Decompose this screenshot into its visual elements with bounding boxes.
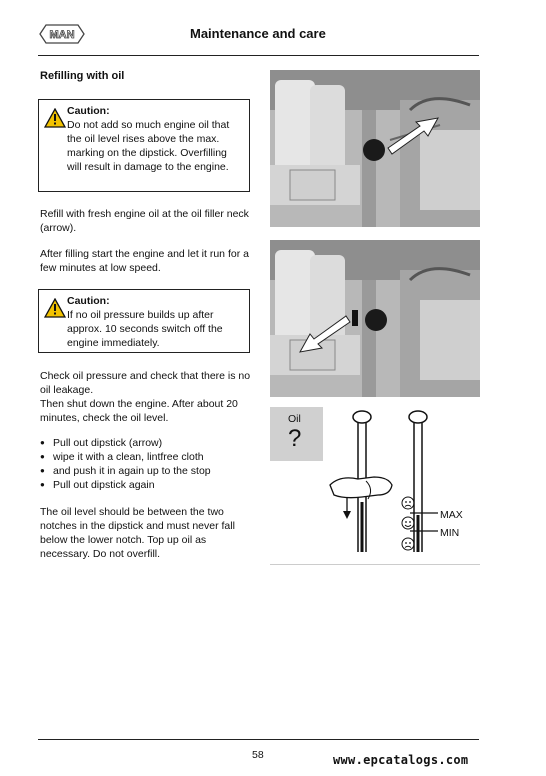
dipstick-steps-list	[40, 436, 211, 492]
list-item: ● Pull out dipstick (arrow)	[40, 436, 211, 450]
shutdown-line: Then shut down the engine. After about 20 minutes, check the oil level.	[40, 398, 238, 424]
engine-photo-oil-filler	[270, 70, 480, 227]
caution-label: Caution:	[67, 105, 110, 117]
list-item: ● and push it in again up to the stop	[40, 464, 211, 478]
page-title: Maintenance and care	[190, 26, 326, 41]
caution-box-overfill	[38, 99, 250, 192]
list-item: ● Pull out dipstick again	[40, 478, 211, 492]
watermark: www.epcatalogs.com	[333, 753, 469, 767]
min-label: MIN	[440, 527, 460, 539]
footer-divider	[38, 739, 479, 740]
caution-box-oil-pressure	[38, 289, 250, 353]
man-logo	[38, 22, 86, 46]
caution-label: Caution:	[67, 295, 110, 307]
paragraph-after-filling: After filling start the engine and let it run for a few minutes at low speed.	[40, 248, 249, 274]
header-divider	[38, 55, 479, 56]
check-pressure-line: Check oil pressure and check that there is no oil leakage.	[40, 370, 251, 396]
warning-icon	[44, 108, 66, 128]
engine-photo-dipstick	[270, 240, 480, 397]
warning-icon	[44, 298, 66, 318]
oil-question-box	[270, 407, 323, 461]
page-number: 58	[252, 749, 264, 761]
caution-text: If no oil pressure builds up after approx. 10 seconds switch off the engine immediately.	[67, 309, 223, 349]
caution-text: Do not add so much engine oil that the oil level rises above the max. marking on the dipstick. Overfilling will result in damage to the engine.	[67, 119, 230, 173]
question-mark: ?	[288, 425, 302, 452]
logo-text: MAN	[49, 29, 75, 41]
oil-label: Oil	[288, 413, 301, 425]
list-item: ● wipe it with a clean, lintfree cloth	[40, 450, 211, 464]
section-title: Refilling with oil	[40, 70, 125, 82]
paragraph-refill: Refill with fresh engine oil at the oil filler neck (arrow).	[40, 208, 249, 234]
paragraph-check-pressure	[40, 369, 252, 425]
paragraph-oil-level: The oil level should be between the two notches in the dipstick and must never fall below the lower notch. Top up oil as necessary. Do not overfill.	[40, 506, 235, 560]
max-label: MAX	[440, 509, 463, 521]
